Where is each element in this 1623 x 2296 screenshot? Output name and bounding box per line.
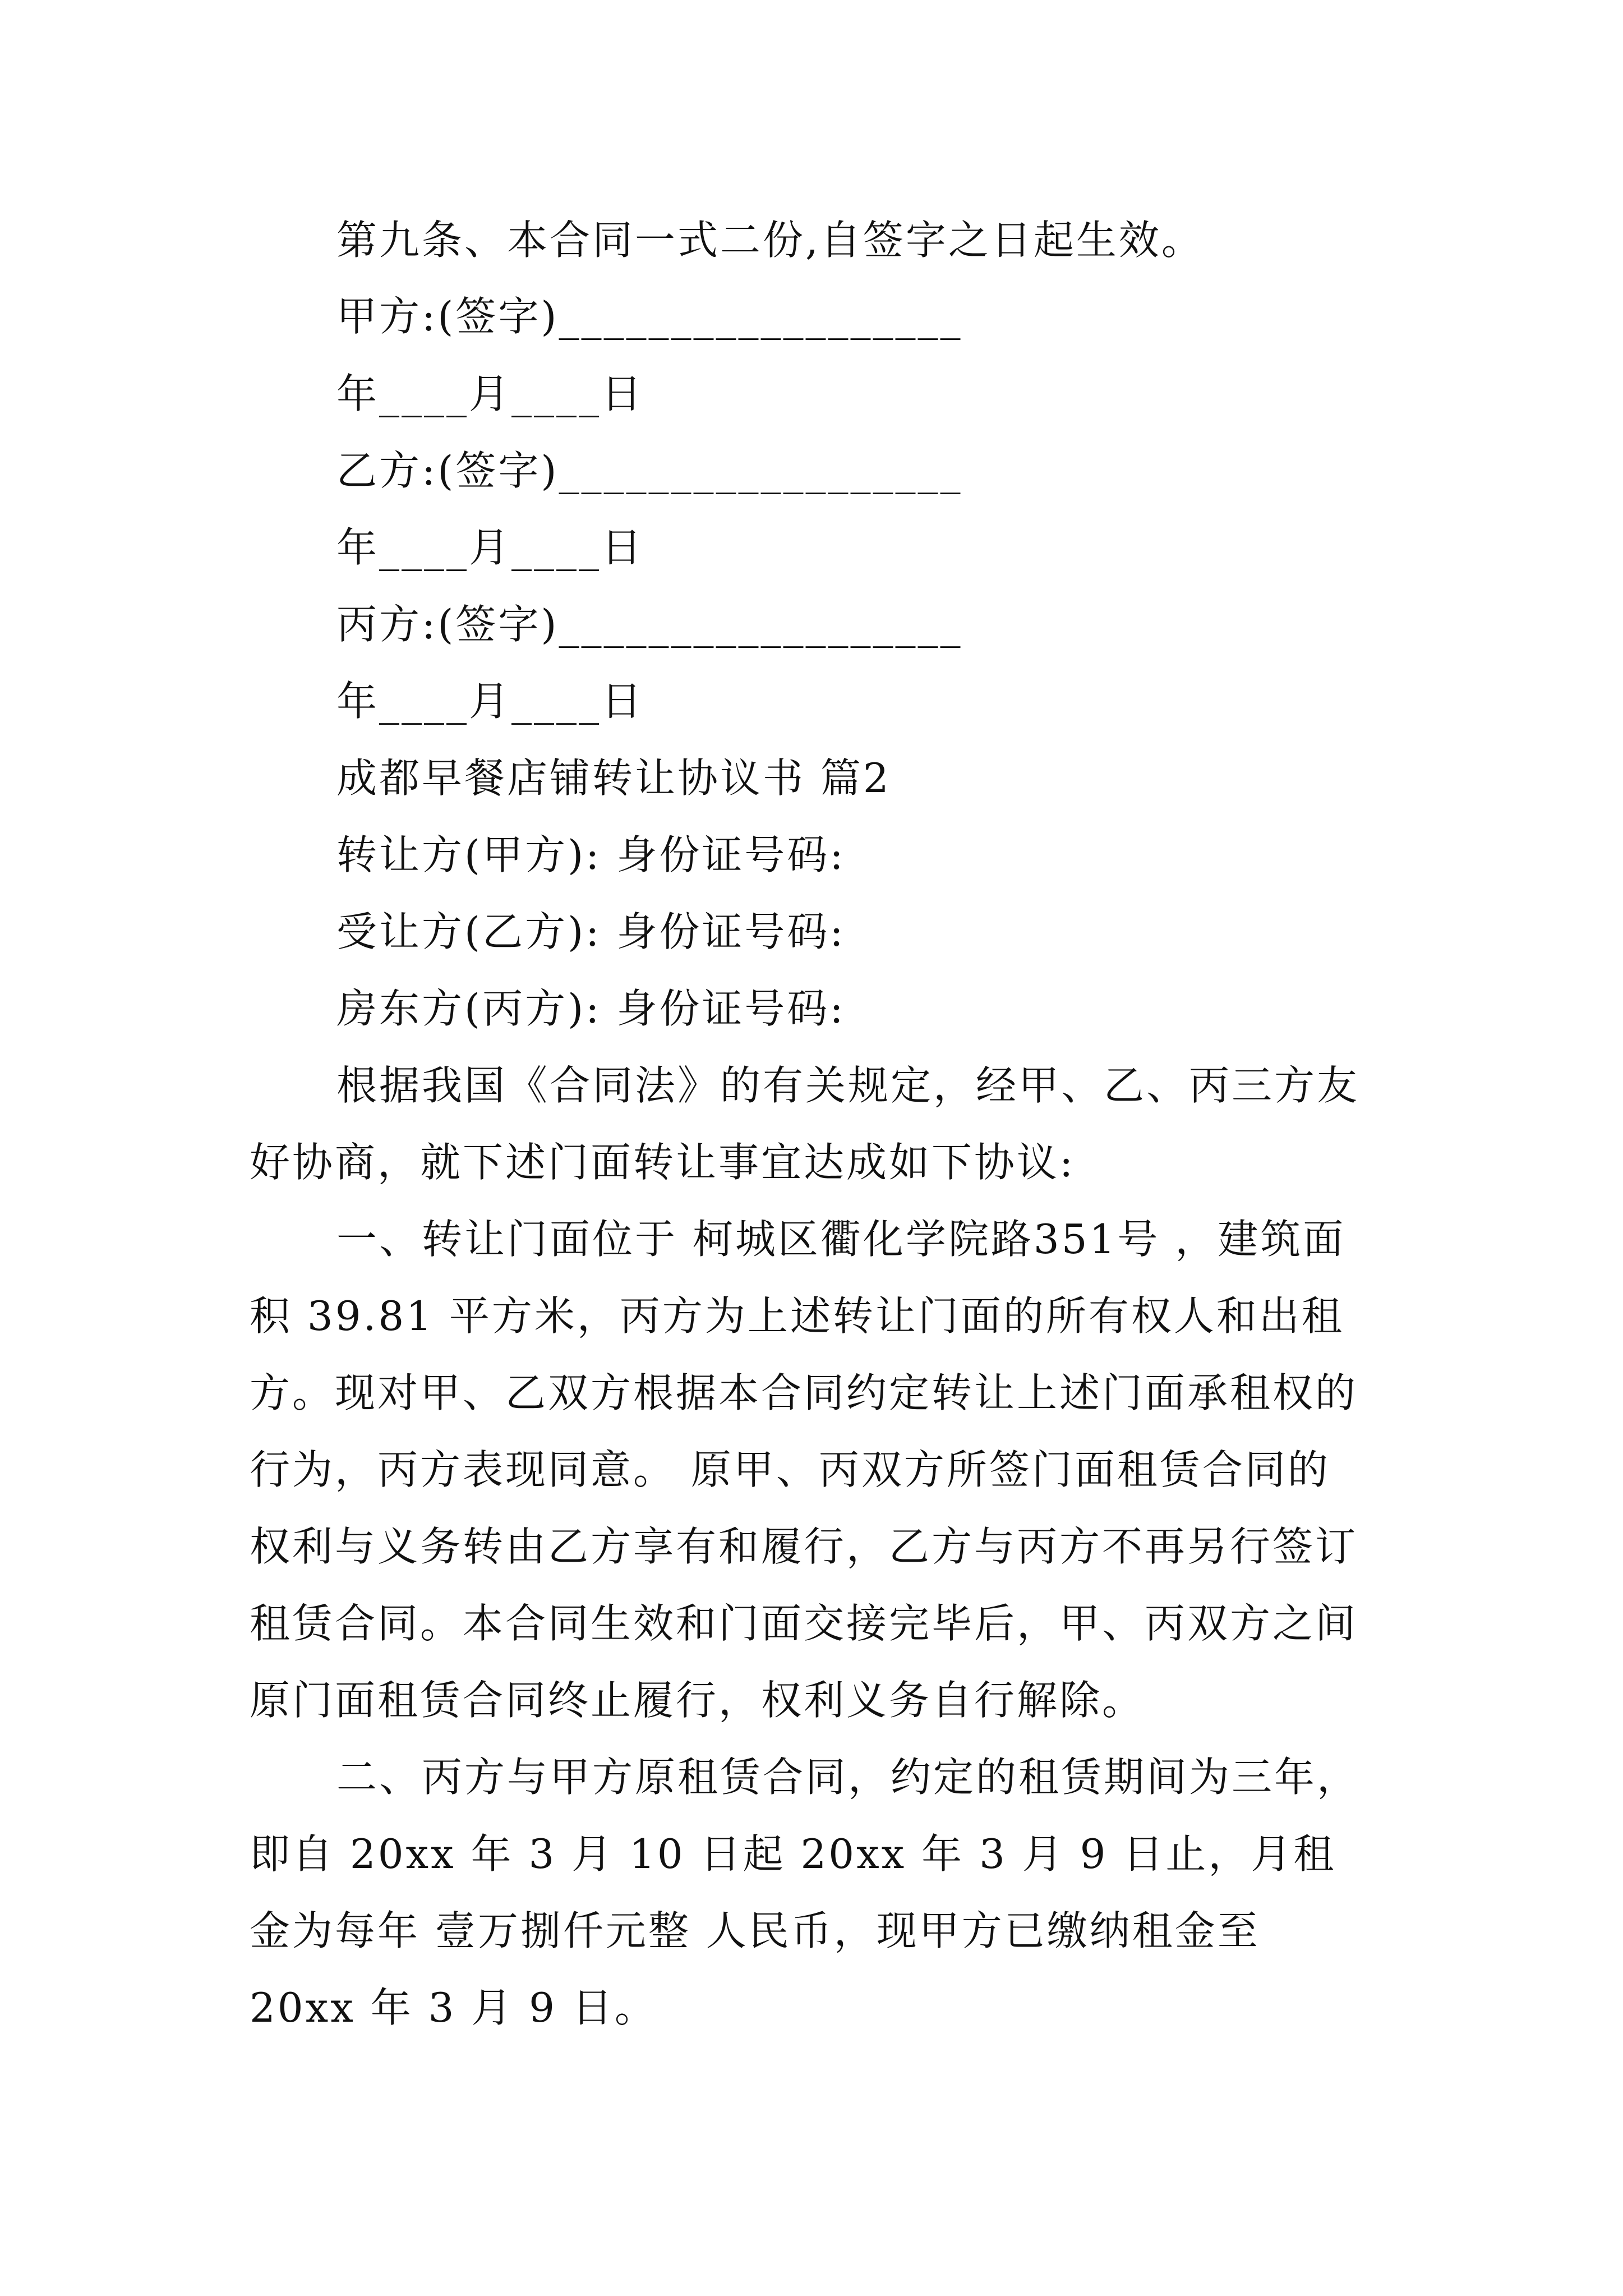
intro-line-1: 根据我国《合同法》的有关规定，经甲、乙、丙三方友	[336, 1062, 1360, 1109]
intro-line-2: 好协商，就下述门面转让事宜达成如下协议:	[250, 1139, 1076, 1186]
article1-line-2: 积 39.81 平方米，丙方为上述转让门面的所有权人和出租	[250, 1292, 1344, 1340]
party-b-signature-line: 乙方:(签字)__________________	[336, 447, 963, 494]
clause-9: 第九条、本合同一式二份,自签字之日起生效。	[336, 217, 1204, 264]
article2-line-1: 二、丙方与甲方原租赁合同，约定的租赁期间为三年，	[336, 1754, 1360, 1801]
party-c-date-line: 年____月____日	[336, 678, 644, 725]
transferee-line: 受让方(乙方): 身份证号码:	[336, 908, 846, 955]
article1-line-3: 方。现对甲、乙双方根据本合同约定转让上述门面承租权的	[250, 1369, 1358, 1416]
party-a-date-line: 年____月____日	[336, 370, 644, 417]
article1-line-5: 权利与义务转由乙方享有和履行，乙方与丙方不再另行签订	[250, 1523, 1358, 1570]
article1-line-7: 原门面租赁合同终止履行，权利义务自行解除。	[250, 1677, 1145, 1724]
transferor-line: 转让方(甲方): 身份证号码:	[336, 831, 846, 878]
party-b-date-line: 年____月____日	[336, 524, 644, 571]
article1-line-6: 租赁合同。本合同生效和门面交接完毕后，甲、丙双方之间	[250, 1600, 1358, 1647]
article2-line-4: 20xx 年 3 月 9 日。	[250, 1984, 657, 2031]
section-title: 成都早餐店铺转让协议书 篇2	[336, 754, 891, 802]
article1-line-4: 行为，丙方表现同意。 原甲、丙双方所签门面租赁合同的	[250, 1446, 1330, 1493]
landlord-line: 房东方(丙方): 身份证号码:	[336, 985, 846, 1032]
party-a-signature-line: 甲方:(签字)__________________	[336, 293, 963, 340]
article2-line-3: 金为每年 壹万捌仟元整 人民币，现甲方已缴纳租金至	[250, 1907, 1260, 1954]
article1-line-1: 一、转让门面位于 柯城区衢化学院路351号 ，建筑面	[336, 1216, 1346, 1263]
article2-line-2: 即自 20xx 年 3 月 10 日起 20xx 年 3 月 9 日止，月租	[250, 1830, 1336, 1878]
party-c-signature-line: 丙方:(签字)__________________	[336, 601, 963, 648]
